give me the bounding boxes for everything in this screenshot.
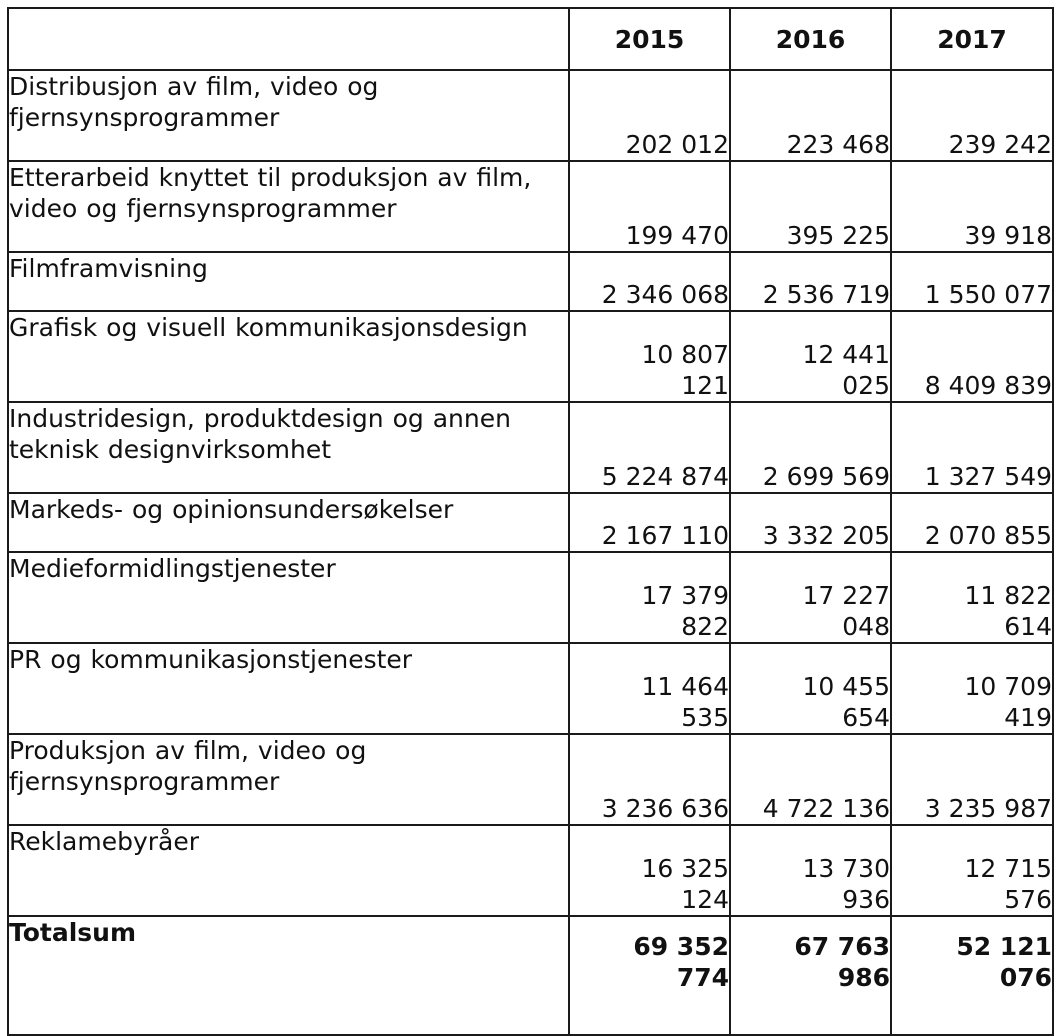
row-value-2015: 11 464 535 [569,643,730,734]
row-value-2015: 5 224 874 [569,402,730,493]
row-value-2016: 17 227 048 [730,552,891,643]
header-year-2015: 2015 [569,8,730,70]
total-label: Totalsum [8,916,569,1035]
row-label: PR og kommunikasjonstjenester [8,643,569,734]
header-label-cell [8,8,569,70]
header-year-2017: 2017 [891,8,1053,70]
row-label: Markeds- og opinionsundersøkelser [8,493,569,552]
row-value-2016: 2 699 569 [730,402,891,493]
revenue-table [7,7,1054,1036]
table-row [8,252,1053,311]
row-value-2016: 395 225 [730,161,891,252]
row-value-2017: 39 918 [891,161,1053,252]
row-value-2015: 2 346 068 [569,252,730,311]
table-row [8,552,1053,643]
table-row [8,311,1053,402]
table-row [8,70,1053,161]
row-label: Medieformidlingstjenester [8,552,569,643]
row-value-2016: 3 332 205 [730,493,891,552]
row-value-2015: 199 470 [569,161,730,252]
row-value-2016: 223 468 [730,70,891,161]
total-value-2015: 69 352 774 [569,916,730,1035]
row-value-2016: 12 441 025 [730,311,891,402]
table-row [8,493,1053,552]
table-row [8,825,1053,916]
table-row [8,161,1053,252]
row-value-2017: 1 327 549 [891,402,1053,493]
row-label: Industridesign, produktdesign og annen teknisk designvirksomhet [8,402,569,493]
row-value-2017: 1 550 077 [891,252,1053,311]
row-label: Filmframvisning [8,252,569,311]
table-row [8,402,1053,493]
row-value-2015: 16 325 124 [569,825,730,916]
row-value-2016: 10 455 654 [730,643,891,734]
row-value-2015: 202 012 [569,70,730,161]
row-value-2017: 10 709 419 [891,643,1053,734]
row-value-2015: 3 236 636 [569,734,730,825]
table-row [8,643,1053,734]
row-value-2016: 13 730 936 [730,825,891,916]
total-row [8,916,1053,1035]
row-label: Reklamebyråer [8,825,569,916]
row-value-2017: 2 070 855 [891,493,1053,552]
table-row [8,734,1053,825]
row-label: Etterarbeid knyttet til produksjon av film, video og fjernsynsprogrammer [8,161,569,252]
header-year-2016: 2016 [730,8,891,70]
row-value-2015: 2 167 110 [569,493,730,552]
row-value-2016: 2 536 719 [730,252,891,311]
row-value-2017: 11 822 614 [891,552,1053,643]
row-value-2017: 239 242 [891,70,1053,161]
row-value-2016: 4 722 136 [730,734,891,825]
total-value-2016: 67 763 986 [730,916,891,1035]
row-label: Grafisk og visuell kommunikasjonsdesign [8,311,569,402]
row-value-2015: 10 807 121 [569,311,730,402]
row-value-2017: 3 235 987 [891,734,1053,825]
row-value-2015: 17 379 822 [569,552,730,643]
row-value-2017: 12 715 576 [891,825,1053,916]
total-value-2017: 52 121 076 [891,916,1053,1035]
row-label: Distribusjon av film, video og fjernsynsprogrammer [8,70,569,161]
table-header-row [8,8,1053,70]
row-label: Produksjon av film, video og fjernsynsprogrammer [8,734,569,825]
row-value-2017: 8 409 839 [891,311,1053,402]
